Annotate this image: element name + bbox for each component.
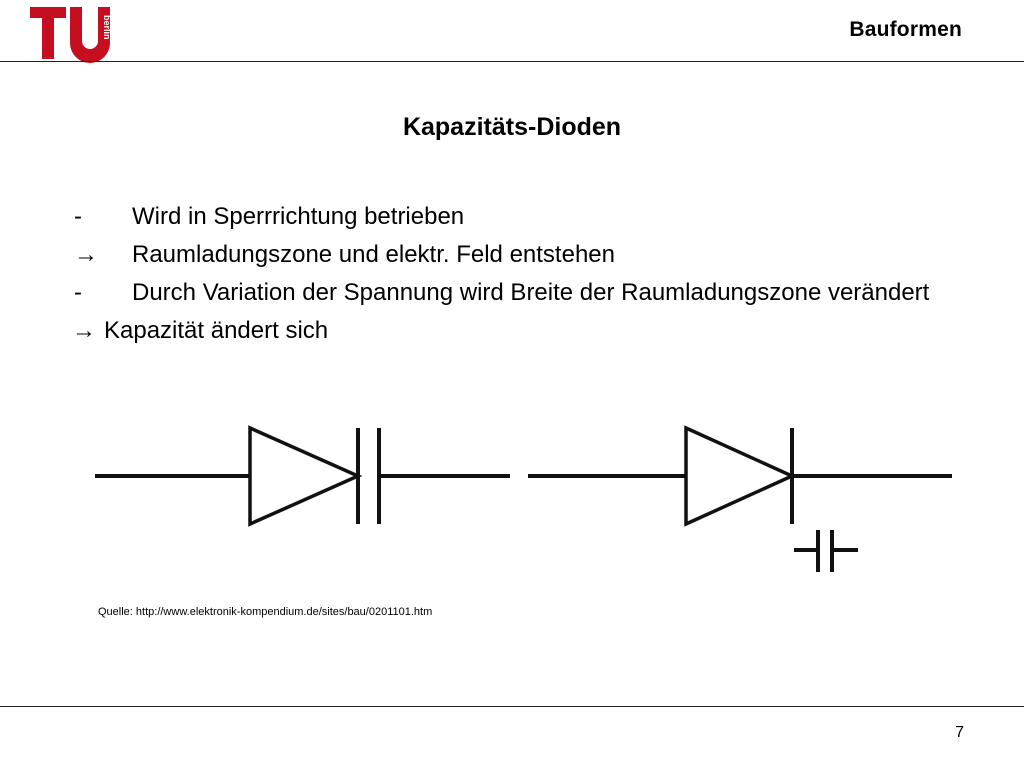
header-divider <box>0 61 1024 62</box>
bullet-text: Raumladungszone und elektr. Feld entstehen <box>132 241 615 268</box>
arrow-right-icon: → <box>74 241 98 268</box>
bullet-item <box>72 240 972 269</box>
slide-title: Kapazitäts-Dioden <box>402 113 622 141</box>
dash-icon: - <box>74 279 82 306</box>
varactor-symbols-diagram <box>90 420 960 580</box>
header-title: Bauformen <box>849 18 962 41</box>
bullet-item <box>72 202 972 231</box>
bullet-text: Kapazität ändert sich <box>104 317 329 344</box>
bullet-text: Durch Variation der Spannung wird Breite der Raumladungszone verändert <box>132 279 930 306</box>
varactor-symbol-left <box>95 428 510 524</box>
diode-triangle <box>250 428 358 524</box>
page-number: 7 <box>955 724 964 741</box>
source-citation: Quelle: http://www.elektronik-kompendium.de/sites/bau/0201101.htm <box>98 606 433 618</box>
bullet-text: Wird in Sperrrichtung betrieben <box>132 203 465 230</box>
footer-divider <box>0 706 1024 707</box>
bullet-item <box>72 316 972 345</box>
bullet-item <box>72 278 972 307</box>
bullet-list <box>72 202 972 354</box>
diode-triangle <box>686 428 792 524</box>
capacitor-icon <box>794 530 858 572</box>
svg-text:berlin: berlin <box>102 15 112 40</box>
varactor-symbol-right <box>528 428 952 572</box>
arrow-right-icon: → <box>72 317 96 344</box>
dash-icon: - <box>74 203 82 230</box>
